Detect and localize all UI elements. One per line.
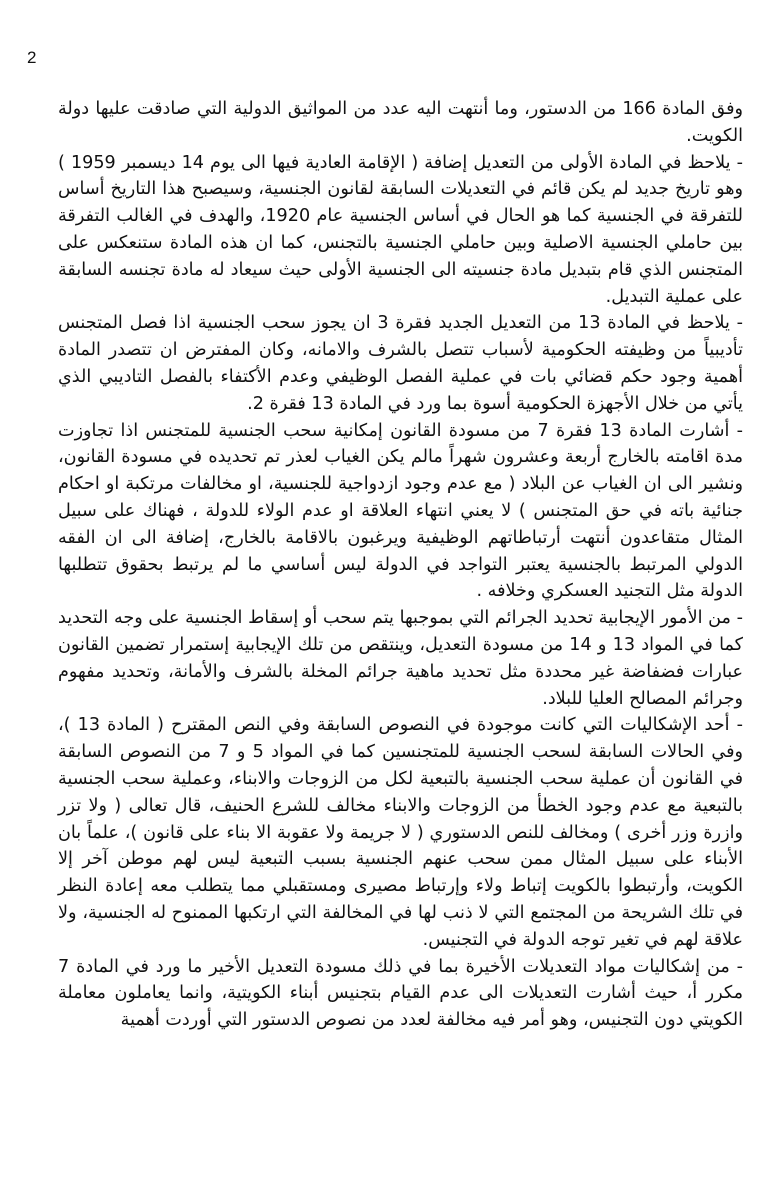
document-body xyxy=(58,96,743,1034)
paragraph-7: - من إشكاليات مواد التعديلات الأخيرة بما في ذلك مسودة التعديل الأخير ما ورد في المادة 7 مكرر أ، حيث أشارت التعديلات الى عدم القيام بتجنيس أبناء الكويتية، وانما يعاملون معاملة الكويتي دون التجنيس، وهو أمر فيه مخالفة لعدد من نصوص الدستور التي أوردت أهمية xyxy=(58,956,743,1031)
page-number: 2 xyxy=(27,48,37,67)
paragraph-5: - من الأمور الإيجابية تحديد الجرائم التي بموجبها يتم سحب أو إسقاط الجنسية على وجه التحديد كما في المواد 13 و 14 من مسودة التعديل، وينتقص من تلك الإيجابية إستمرار تضمين القانون عبارات فضفاضة غير محددة مثل تحديد ماهية جرائم المخلة بالشرف والأمانة، وتحديد مفهوم وجرائم المصالح العليا للبلاد. xyxy=(58,608,743,709)
paragraph-3: - يلاحظ في المادة 13 من التعديل الجديد فقرة 3 ان يجوز سحب الجنسية اذا فصل المتجنس تأديبياً من وظيفته الحكومية لأسباب تتصل بالشرف والامانه، وكان المفترض ان تتصدر المادة أهمية وجود حكم قضائي بات في عملية الفصل الوظيفي وعدم الأكتفاء بالفصل التاديبي الذي يأتي من خلال الأجهزة الحكومية أسوة بما ورد في المادة 13 فقرة 2. xyxy=(58,313,743,414)
paragraph-6: - أحد الإشكاليات التي كانت موجودة في النصوص السابقة وفي النص المقترح ( المادة 13 )، وفي الحالات السابقة لسحب الجنسية للمتجنسين كما في المواد 5 و 7 من النصوص السابقة في القانون أن عملية سحب الجنسية بالتبعية لكل من الزوجات والابناء، وعملية سحب الجنسية بالتبعية مع عدم وجود الخطأ من الزوجات والابناء مخالف للشرع الحنيف، قال تعالى ( ولا تزر وازرة وزر أخرى ) ومخالف للنص الدستوري ( لا جريمة ولا عقوبة الا بناء على قانون )، علماً بان الأبناء على سبيل المثال ممن سحب عنهم الجنسية بسبب التبعية ليس لهم موطن آخر إلا الكويت، وأرتبطوا بالكويت إتباط ولاء وإرتباط مصيرى ومستقبلي مما يتطلب معه إعادة النظر في تلك الشريحة من المجتمع التي لا ذنب لها في المخالفة التي ارتكبها الممنوح له الجنسية، ولا علاقة لهم في تغير توجه الدولة في التجنيس. xyxy=(58,715,744,950)
paragraph-2: - يلاحظ في المادة الأولى من التعديل إضافة ( الإقامة العادية فيها الى يوم 14 ديسمبر 1959 ) وهو تاريخ جديد لم يكن قائم في التعديلات السابقة لقانون الجنسية، وسيصبح هذا التاريخ أساس للتفرقة في الجنسية كما هو الحال في أساس الجنسية عام 1920، والهدف في الغالب التفرقة بين حاملي الجنسية الاصلية وبين حاملي الجنسية بالتجنس، كما ان هذه المادة ستنعكس على المتجنس الذي قام بتبديل مادة جنسيته الى الجنسية الأولى حيث سيعاد له مادة تجنسه السابقة على عملية التبديل. xyxy=(58,152,743,307)
paragraph-4: - أشارت المادة 13 فقرة 7 من مسودة القانون إمكانية سحب الجنسية للمتجنس اذا تجاوزت مدة اقامته بالخارج أربعة وعشرون شهراً مالم يكن الغياب لعذر تم تحديده في مسودة القانون، ونشير الى ان الغياب عن البلاد ( مع عدم وجود ازدواجية للجنسية، او مخالفات مرتكبة او احكام جنائية باته في حق المتجنس ) لا يعني انتهاء العلاقة او عدم الولاء للدولة ، فهناك على سبيل المثال متقاعدون أنتهت أرتباطاتهم الوظيفية ويرغبون بالاقامة بالخارج، إضافة الى ان الفقه الدولي المرتبط بالجنسية يعتبر التواجد في الدولة ليس أساسي ما لم يرتبط بحقوق تتطلبها الدولة مثل التجنيد العسكري وخلافه . xyxy=(58,420,743,602)
paragraph-1: وفق المادة 166 من الدستور، وما أنتهت اليه عدد من المواثيق الدولية التي صادقت عليها دولة الكويت. xyxy=(58,99,743,146)
